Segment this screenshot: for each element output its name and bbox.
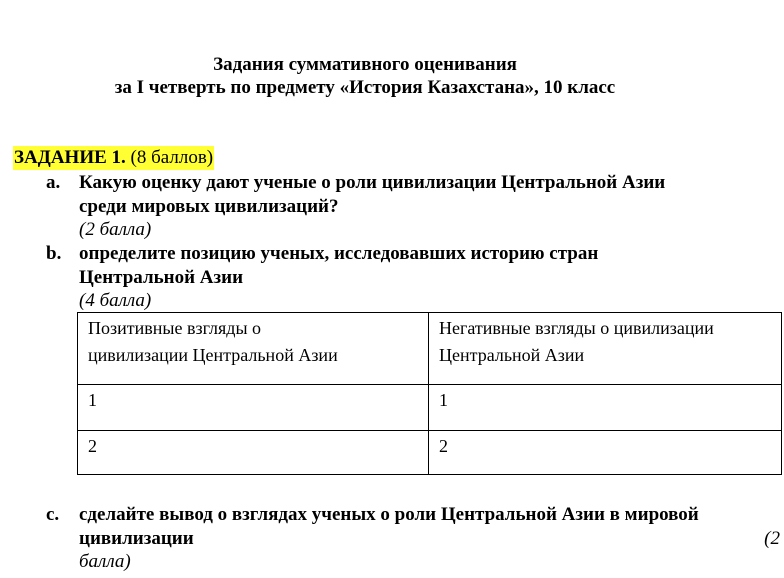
- header-negative-line-2: Центральной Азии: [439, 345, 585, 365]
- question-a-points: (2 балла): [79, 219, 152, 240]
- header-positive-line-1: Позитивные взгляды о: [88, 318, 262, 338]
- table-cell: 2: [429, 431, 782, 475]
- table-row: [78, 385, 782, 431]
- table-cell: 1: [78, 385, 429, 431]
- header-negative-line-1: Негативные взгляды о цивилизации: [439, 318, 714, 338]
- task-label: ЗАДАНИЕ 1.: [14, 147, 126, 168]
- question-b-marker: b.: [46, 243, 62, 264]
- header-positive-line-2: цивилизации Центральной Азии: [88, 345, 338, 365]
- question-b-points: (4 балла): [79, 290, 152, 311]
- header-negative-views: [429, 313, 782, 385]
- question-c-marker: c.: [46, 504, 60, 525]
- question-a-marker: a.: [46, 172, 61, 193]
- table-row: [78, 431, 782, 475]
- question-c-points-start: (2: [764, 528, 780, 549]
- table-cell: 1: [429, 385, 782, 431]
- question-c-line-1: сделайте вывод о взглядах ученых о роли Центральной Азии в мировой: [79, 504, 699, 525]
- question-b-line-1: определите позицию ученых, исследовавших историю стран: [79, 243, 599, 264]
- question-c-points-end: балла): [79, 551, 131, 572]
- document-title-line-2: за I четверть по предмету «История Казахстана», 10 класс: [114, 77, 616, 98]
- question-a-line-2: среди мировых цивилизаций?: [79, 196, 339, 217]
- document-title-line-1: Задания суммативного оценивания: [213, 54, 517, 75]
- task-heading: [13, 146, 214, 170]
- header-positive-views: [78, 313, 429, 385]
- question-a-line-1: Какую оценку дают ученые о роли цивилизации Центральной Азии: [79, 172, 666, 193]
- question-b-line-2: Центральной Азии: [79, 267, 244, 288]
- question-c-line-2: цивилизации: [79, 528, 194, 549]
- task-points: (8 баллов): [125, 147, 214, 168]
- table-header-row: [78, 313, 782, 385]
- views-table: [77, 312, 782, 475]
- table-cell: 2: [78, 431, 429, 475]
